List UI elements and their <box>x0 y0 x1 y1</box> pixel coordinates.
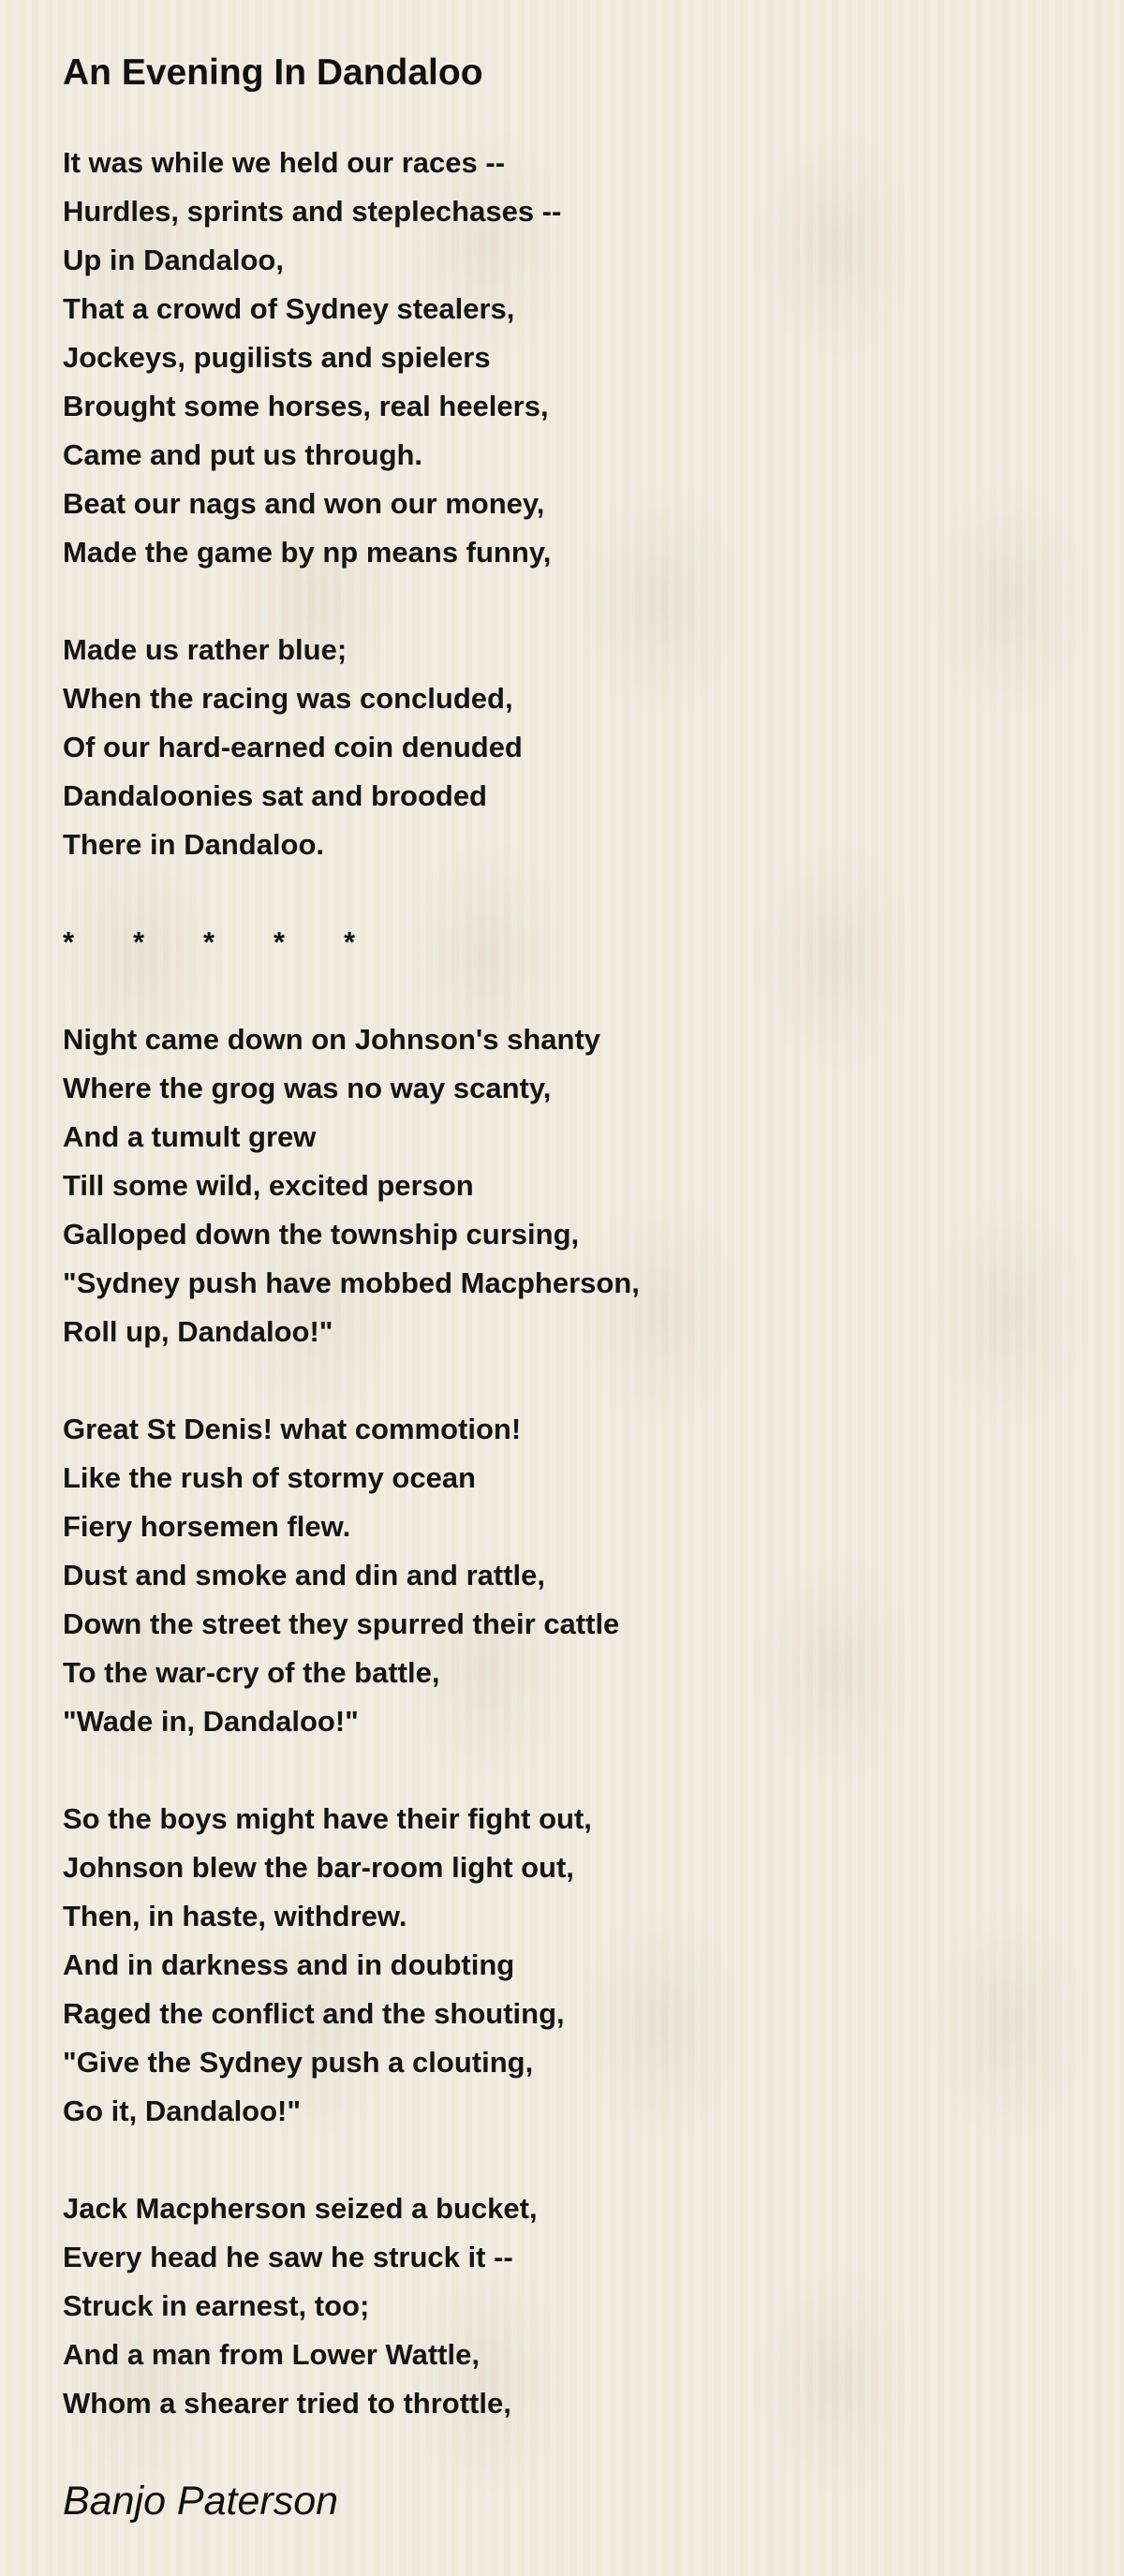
poem-line: Go it, Dandaloo!" <box>63 2095 302 2127</box>
poem-line: It was while we held our races -- <box>63 146 506 179</box>
stanza-4 <box>63 1405 1056 1746</box>
poem-line: Came and put us through. <box>63 438 423 471</box>
stanza-6 <box>63 2184 1056 2428</box>
asterisk: * <box>63 925 75 958</box>
poem-line: Brought some horses, real heelers, <box>63 390 549 422</box>
poem-line: Beat our nags and won our money, <box>63 487 545 520</box>
poem-line: Whom a shearer tried to throttle, <box>63 2387 511 2420</box>
asterisk: * <box>344 925 356 958</box>
stanza-2 <box>63 626 1056 869</box>
poem-line: Down the street they spurred their cattle <box>63 1607 620 1640</box>
poem-line: And in darkness and in doubting <box>63 1948 515 1981</box>
stanza-5 <box>63 1795 1056 2136</box>
poem-line: Where the grog was no way scanty, <box>63 1072 552 1104</box>
poem-line: Every head he saw he struck it -- <box>63 2241 513 2273</box>
poem-line: Dust and smoke and din and rattle, <box>63 1559 546 1591</box>
poem-line: There in Dandaloo. <box>63 828 325 861</box>
poem-line: Like the rush of stormy ocean <box>63 1461 476 1494</box>
poem-line: Made us rather blue; <box>63 633 348 666</box>
poem-line: Johnson blew the bar-room light out, <box>63 1851 574 1884</box>
poem-line: When the racing was concluded, <box>63 682 513 715</box>
poem-line: Great St Denis! what commotion! <box>63 1413 522 1445</box>
poem-line: Dandaloonies sat and brooded <box>63 779 487 812</box>
poem-line: And a man from Lower Wattle, <box>63 2338 480 2371</box>
asterisk: * <box>133 925 145 958</box>
poem-line: Hurdles, sprints and steplechases -- <box>63 195 562 228</box>
poem-line: Struck in earnest, too; <box>63 2289 370 2322</box>
poem-line: So the boys might have their fight out, <box>63 1802 592 1835</box>
poem-body <box>63 139 1056 2477</box>
stanza-1 <box>63 139 1056 577</box>
poem-line: Galloped down the township cursing, <box>63 1218 580 1251</box>
poem-line: Then, in haste, withdrew. <box>63 1900 407 1932</box>
poem-line: To the war-cry of the battle, <box>63 1656 440 1689</box>
poem-line: "Wade in, Dandaloo!" <box>63 1705 359 1738</box>
poem-line: Raged the conflict and the shouting, <box>63 1997 565 2030</box>
poem-line: "Give the Sydney push a clouting, <box>63 2046 534 2079</box>
poem-line: Up in Dandaloo, <box>63 244 284 276</box>
poem-line: Jockeys, pugilists and spielers <box>63 341 491 374</box>
asterisk: * <box>274 925 286 958</box>
poem-line: That a crowd of Sydney stealers, <box>63 292 515 325</box>
poem-line: Roll up, Dandaloo!" <box>63 1315 333 1348</box>
poet-name: Banjo Paterson <box>63 2479 339 2524</box>
poem-line: Night came down on Johnson's shanty <box>63 1023 601 1056</box>
poem-title: An Evening In Dandaloo <box>63 52 483 93</box>
poem-line: Fiery horsemen flew. <box>63 1510 351 1543</box>
poem-line: Jack Macpherson seized a bucket, <box>63 2192 538 2225</box>
poem-line: "Sydney push have mobbed Macpherson, <box>63 1266 640 1299</box>
stanza-3 <box>63 1015 1056 1356</box>
asterisk-row <box>63 918 1056 967</box>
poem-line: Made the game by np means funny, <box>63 536 552 569</box>
poem-line: Till some wild, excited person <box>63 1169 474 1202</box>
asterisk: * <box>203 925 215 958</box>
poem-line: And a tumult grew <box>63 1120 317 1153</box>
section-separator <box>63 918 1056 967</box>
poem-line: Of our hard-earned coin denuded <box>63 731 523 763</box>
